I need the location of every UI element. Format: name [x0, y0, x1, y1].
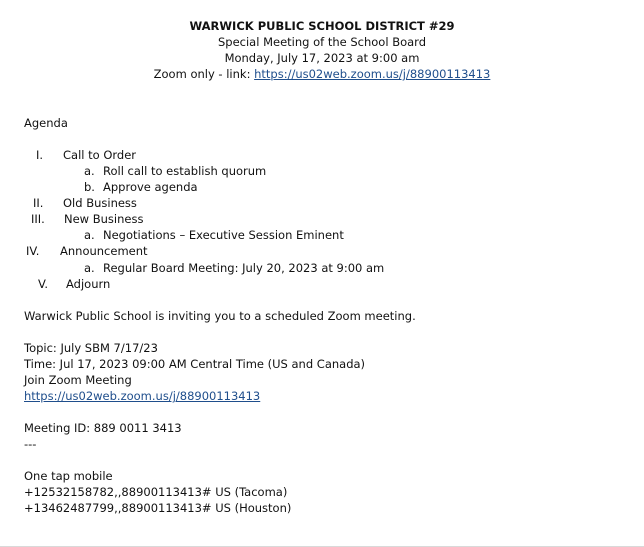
zoom-line: [0, 66, 644, 82]
agenda-item-numeral: V.: [38, 277, 49, 291]
agenda-item-numeral: IV.: [26, 244, 40, 258]
agenda-item-numeral: I.: [36, 148, 44, 162]
zoom-link[interactable]: https://us02web.zoom.us/j/88900113413: [254, 67, 491, 81]
agenda-subitem-letter: b.: [84, 180, 95, 194]
invite-separator: ---: [24, 437, 37, 451]
meeting-datetime: Monday, July 17, 2023 at 9:00 am: [224, 51, 420, 65]
invite-time: Time: Jul 17, 2023 09:00 AM Central Time (US and Canada): [24, 357, 366, 371]
invite-intro: Warwick Public School is inviting you to a scheduled Zoom meeting.: [24, 309, 416, 323]
agenda-item-numeral: II.: [33, 196, 44, 210]
agenda-subitem-letter: a.: [84, 164, 95, 178]
agenda-subitem-label: Roll call to establish quorum: [103, 164, 267, 178]
agenda-item-label: Call to Order: [63, 148, 137, 162]
agenda-subitem-label: Approve agenda: [103, 180, 198, 194]
agenda-title: Agenda: [24, 116, 68, 130]
agenda-item-numeral: III.: [31, 212, 45, 226]
invite-join-link[interactable]: https://us02web.zoom.us/j/88900113413: [24, 389, 261, 403]
invite-meeting-id: Meeting ID: 889 0011 3413: [24, 421, 182, 435]
agenda-item-label: Old Business: [63, 196, 137, 210]
phone-number: +12532158782,,88900113413# US (Tacoma): [24, 485, 288, 499]
meeting-type: Special Meeting of the School Board: [217, 35, 426, 49]
agenda-subitem-label: Regular Board Meeting: July 20, 2023 at 9:00 am: [103, 261, 385, 275]
phone-number: +13462487799,,88900113413# US (Houston): [24, 501, 292, 515]
zoom-prefix: Zoom only - link:: [153, 67, 255, 81]
invite-join-label: Join Zoom Meeting: [24, 373, 132, 387]
agenda-subitem-label: Negotiations – Executive Session Eminent: [103, 228, 344, 242]
agenda-subitem-letter: a.: [84, 261, 95, 275]
invite-topic: Topic: July SBM 7/17/23: [24, 341, 158, 355]
one-tap-label: One tap mobile: [24, 469, 113, 483]
agenda-item-label: Adjourn: [66, 277, 111, 291]
agenda-item-label: Announcement: [60, 244, 148, 258]
document-header: [0, 18, 644, 82]
agenda-item-label: New Business: [64, 212, 144, 226]
district-title: WARWICK PUBLIC SCHOOL DISTRICT #29: [189, 19, 455, 33]
agenda-subitem-letter: a.: [84, 228, 95, 242]
